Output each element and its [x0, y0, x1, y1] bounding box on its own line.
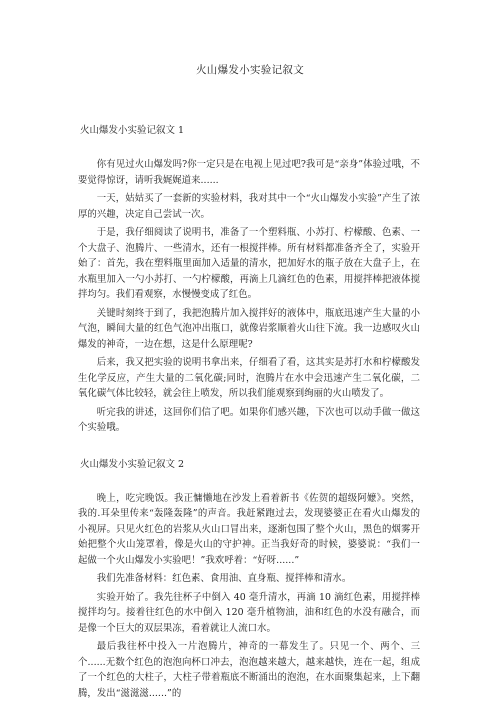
section-2-paragraph: 我们先准备材料：红色素、食用油、直身瓶、搅拌棒和清水。: [96, 573, 352, 584]
section-2-paragraph: 晚上，吃完晚饭。我正慵懒地在沙发上看着新书《佐贺的超级阿嬷》。突然，我的.耳朵里传来“轰隆轰隆”的声音。我赶紧跑过去，发现婆婆正在看火山爆发的小视屏。只见火红色的岩浆从火山口冒出来，逐渐包围了整个火山，黑色的烟雾开始把整个火山笼罩着，像是火山的守护神。正当我好奇的时候，婆婆说：“我们一起做一个火山爆发小实验吧！”我欢呼着：“好呀......”: [78, 492, 420, 566]
section-1-paragraph: 于是，我仔细阅读了说明书，准备了一个塑料瓶、小苏打、柠檬酸、色素、一个大盘子、泡腾片、一些清水，还有一根搅拌棒。所有材料都准备齐全了，实验开始了：首先，我在塑料瓶里面加入适量的清水，把加好水的瓶子放在大盘子上，在水瓶里加入一勺小苏打、一勺柠檬酸，再滴上几滴红色的色素，用搅拌棒把液体搅拌均匀。我们看观察，水慢慢变成了红色。: [78, 227, 420, 300]
section-1-paragraph: 听完我的讲述，这回你们信了吧。如果你们感兴趣，下次也可以动手做一做这个实验哦。: [78, 406, 420, 433]
section-2-paragraph: 最后我往杯中投入一片泡腾片，神奇的一幕发生了。只见一个、两个、三个......无数个红色的泡泡向杯口冲去，泡泡越来越大，越来越快，连在一起，组成了一个红色的大柱子，大柱子带着瓶底不断涌出的泡泡，在水面聚集起来，上下翻腾，发出“滋滋滋......”的: [78, 641, 420, 699]
section-1-paragraph: 关键时刻终于到了，我把泡腾片加入搅拌好的液体中，瓶底迅速产生大量的小气泡，瞬间大量的红色气泡冲出瓶口，就像岩浆顺着火山往下流。我一边感叹火山爆发的神奇，一边在想，这是什么原理呢?: [78, 307, 420, 350]
section-heading-2: 火山爆发小实验记叙文 2: [80, 458, 185, 470]
document-body: [78, 124, 420, 704]
section-2-paragraph: 实验开始了。我先往杯子中倒入 40 毫升清水，再滴 10 滴红色素，用搅拌棒搅拌均匀。接着往红色的水中倒入 120 毫升植物油，油和红色的水没有融合，而是像一个巨大的双层果冻，看着就让人流口水。: [78, 591, 420, 634]
section-heading-1: 火山爆发小实验记叙文 1: [80, 125, 185, 136]
document-title: 火山爆发小实验记叙文: [196, 64, 304, 76]
section-1-paragraph: 后来，我又把实验的说明书拿出来，仔细看了看，这其实是苏打水和柠檬酸发生化学反应，产生大量的二氧化碳;同时，泡腾片在水中会迅速产生二氧化碳，二氧化碳气体比较轻，就会往上喷发，所以我们能观察到绚丽的火山喷发了。: [78, 357, 420, 399]
section-1-paragraph: 你有见过火山爆发吗?你一定只是在电视上见过吧?我可是“亲身”体验过哦，不要觉得惊讶，请听我娓娓道来......: [78, 159, 420, 186]
section-1-paragraph: 一天，姑姑买了一套新的实验材料，我对其中一个“火山爆发小实验”产生了浓厚的兴趣，决定自己尝试一次。: [78, 193, 420, 220]
